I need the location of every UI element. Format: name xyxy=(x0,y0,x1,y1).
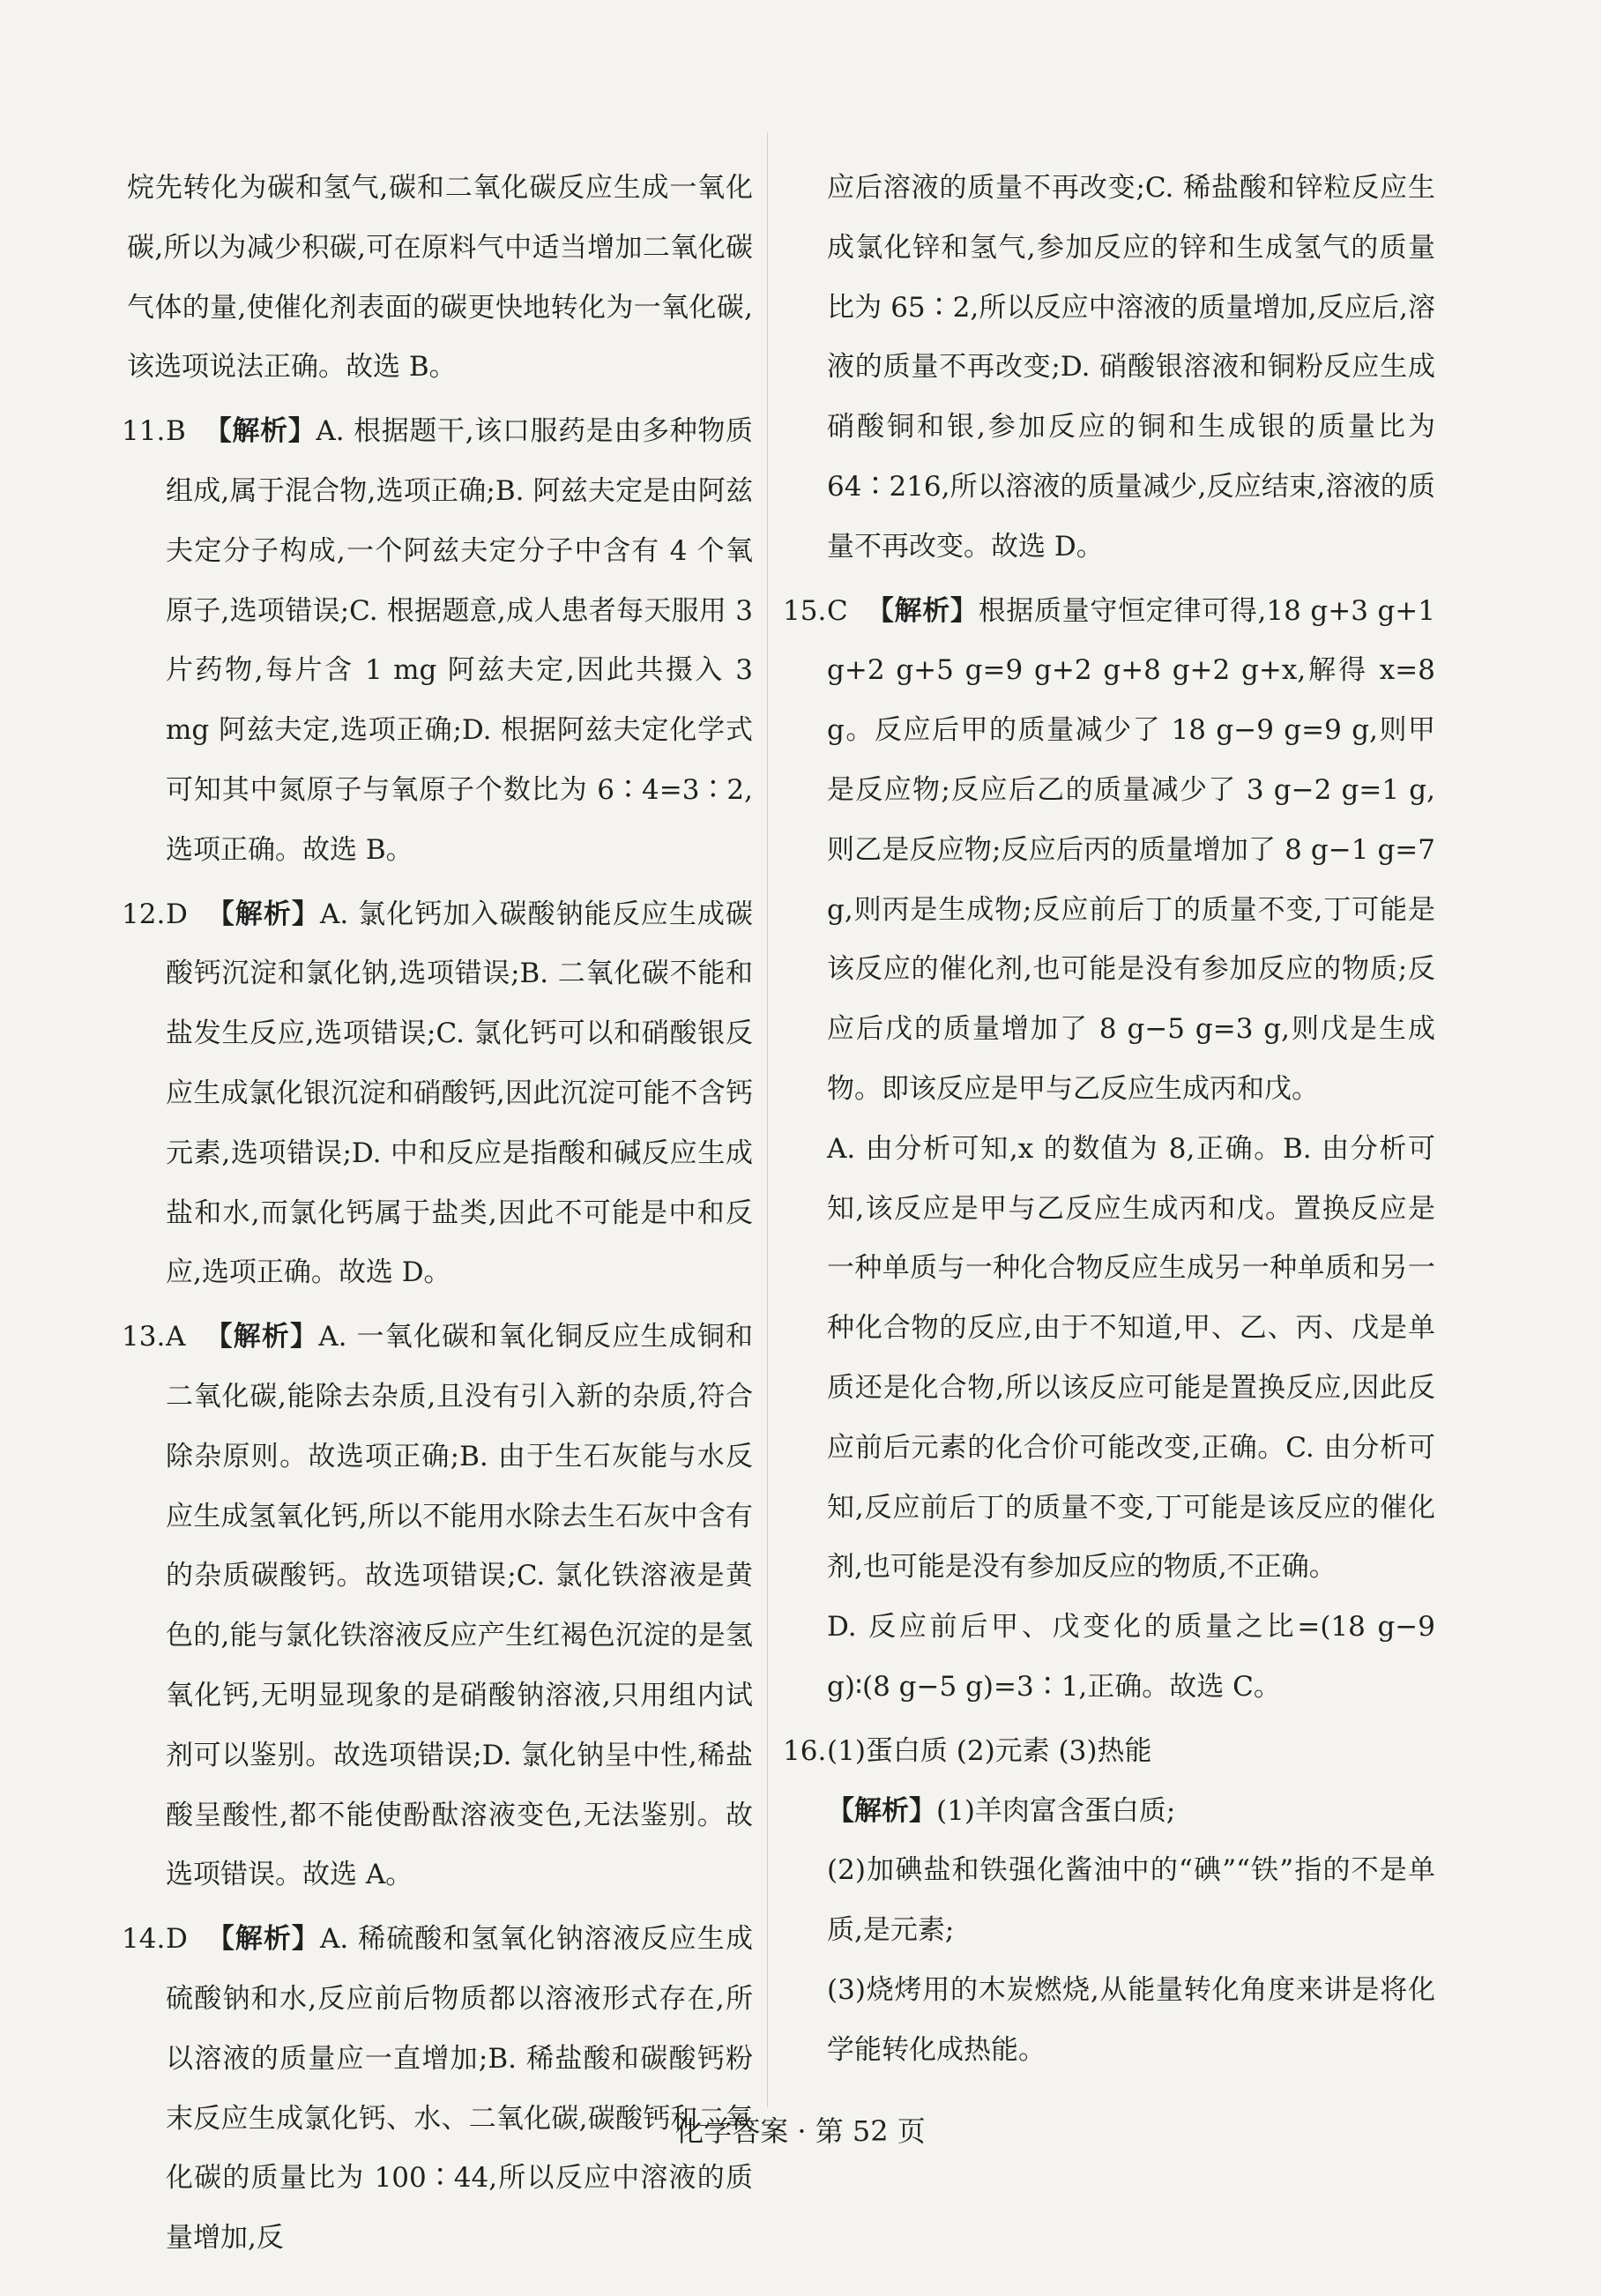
column-divider xyxy=(767,132,768,2107)
q11-text: A. 根据题干,该口服药是由多种物质组成,属于混合物,选项正确;B. 阿兹夫定是由阿兹夫定分子构成,一个阿兹夫定分子中含有 4 个氧原子,选项错误;C. 根据题意,成人患者每天服用 3 片药物,每片含 1 mg 阿兹夫定,因此共摄入 3 mg 阿兹夫定,选项正确;D. 根据阿兹夫定化学式可知其中氮原子与氧原子个数比为 6∶4=3∶2,选项正确。故选 B。 xyxy=(166,415,753,866)
q13-number: 13. xyxy=(122,1321,166,1353)
q14-answer: D xyxy=(166,1923,188,1956)
q14-continuation: 应后溶液的质量不再改变;C. 稀盐酸和锌粒反应生成氯化锌和氢气,参加反应的锌和生成氢气的质量比为 65∶2,所以反应中溶液的质量增加,反应后,溶液的质量不再改变;D. 硝酸银溶液和铜粉反应生成硝酸铜和银,参加反应的铜和生成银的质量比为 64∶216,所以溶液的质量减少,反应结束,溶液的质量不再改变。故选 D。 xyxy=(827,172,1435,563)
q15-text: 根据质量守恒定律可得,18 g+3 g+1 g+2 g+5 g=9 g+2 g+8 g+2 g+x,解得 x=8 g。反应后甲的质量减少了 18 g−9 g=9 g,则甲是反应物;反应后乙的质量减少了 3 g−2 g=1 g,则乙是反应物;反应后丙的质量增加了 8 g−1 g=7 g,则丙是生成物;反应前后丁的质量不变,丁可能是该反应的催化剂,也可能是没有参加反应的物质;反应后戊的质量增加了 8 g−5 g=3 g,则戊是生成物。即该反应是甲与乙反应生成丙和戊。 xyxy=(827,594,1436,1105)
q14-item xyxy=(122,1910,753,2269)
q11-analysis-tag: 【解析】 xyxy=(204,415,316,448)
q16-number: 16. xyxy=(783,1734,827,1767)
q14-number: 14. xyxy=(122,1923,166,1956)
q12-analysis-tag: 【解析】 xyxy=(206,898,320,930)
right-column xyxy=(783,159,1435,2081)
q15-paragraph-2: A. 由分析可知,x 的数值为 8,正确。B. 由分析可知,该反应是甲与乙反应生成丙和戊。置换反应是一种单质与一种化合物反应生成另一种单质和另一种化合物的反应,由于不知道,甲、乙、丙、戊是单质还是化合物,所以该反应可能是置换反应,因此反应前后元素的化合价可能改变,正确。C. 由分析可知,反应前后丁的质量不变,丁可能是该反应的催化剂,也可能是没有参加反应的物质,不正确。 xyxy=(827,1132,1435,1584)
q14-text: A. 稀硫酸和氢氧化钠溶液反应生成硫酸钠和水,反应前后物质都以溶液形式存在,所以溶液的质量应一直增加;B. 稀盐酸和碳酸钙粉末反应生成氯化钙、水、二氧化碳,碳酸钙和二氧化碳的质量比为 100∶44,所以反应中溶液的质量增加,反 xyxy=(166,1923,753,2255)
q11-answer: B xyxy=(166,415,186,448)
q13-text: A. 一氧化碳和氧化铜反应生成铜和二氧化碳,能除去杂质,且没有引入新的杂质,符合除杂原则。故选项正确;B. 由于生石灰能与水反应生成氢氧化钙,所以不能用水除去生石灰中含有的杂质碳酸钙。故选项错误;C. 氯化铁溶液是黄色的,能与氯化铁溶液反应产生红褐色沉淀的是氢氧化钙,无明显现象的是硝酸钠溶液,只用组内试剂可以鉴别。故选项错误;D. 氯化钠呈中性,稀盐酸呈酸性,都不能使酚酞溶液变色,无法鉴别。故选项错误。故选 A。 xyxy=(166,1321,754,1891)
q16-answer: (1)蛋白质 (2)元素 (3)热能 xyxy=(827,1734,1152,1767)
q11-number: 11. xyxy=(122,415,166,448)
q15-number: 15. xyxy=(783,594,827,627)
q15-answer: C xyxy=(827,594,848,627)
left-column xyxy=(122,159,753,2269)
q11-item xyxy=(122,402,753,880)
q16-line-2: (2)加碘盐和铁强化酱油中的“碘”“铁”指的不是单质,是元素; xyxy=(827,1854,1435,1947)
q12-text: A. 氯化钙加入碳酸钠能反应生成碳酸钙沉淀和氯化钠,选项错误;B. 二氧化碳不能和盐发生反应,选项错误;C. 氯化钙可以和硝酸银反应生成氯化银沉淀和硝酸钙,因此沉淀可能不含钙元素,选项错误;D. 中和反应是指酸和碱反应生成盐和水,而氯化钙属于盐类,因此不可能是中和反应,选项正确。故选 D。 xyxy=(166,898,753,1289)
q15-paragraph-3: D. 反应前后甲、戊变化的质量之比=(18 g−9 g)∶(8 g−5 g)=3∶1,正确。故选 C。 xyxy=(827,1611,1435,1703)
q10-continuation: 烷先转化为碳和氢气,碳和二氧化碳反应生成一氧化碳,所以为减少积碳,可在原料气中适当增加二氧化碳气体的量,使催化剂表面的碳更快地转化为一氧化碳,该选项说法正确。故选 B。 xyxy=(127,172,753,384)
q13-answer: A xyxy=(166,1321,186,1353)
q13-analysis-tag: 【解析】 xyxy=(205,1321,319,1353)
q15-analysis-tag: 【解析】 xyxy=(866,594,979,627)
q16-analysis xyxy=(783,1782,1435,1842)
q16-item xyxy=(783,1722,1435,1782)
q12-answer: D xyxy=(166,898,188,930)
q16-line-1: (1)羊肉富含蛋白质; xyxy=(936,1794,1176,1827)
q16-analysis-tag: 【解析】 xyxy=(827,1794,936,1827)
q15-item xyxy=(783,582,1435,1120)
q13-item xyxy=(122,1308,753,1905)
q14-analysis-tag: 【解析】 xyxy=(206,1923,320,1956)
q16-line-3: (3)烧烤用的木炭燃烧,从能量转化角度来讲是将化学能转化成热能。 xyxy=(827,1973,1435,2066)
q12-item xyxy=(122,885,753,1304)
q12-number: 12. xyxy=(122,898,166,930)
page-footer: 化学答案 · 第 52 页 xyxy=(675,2114,926,2148)
